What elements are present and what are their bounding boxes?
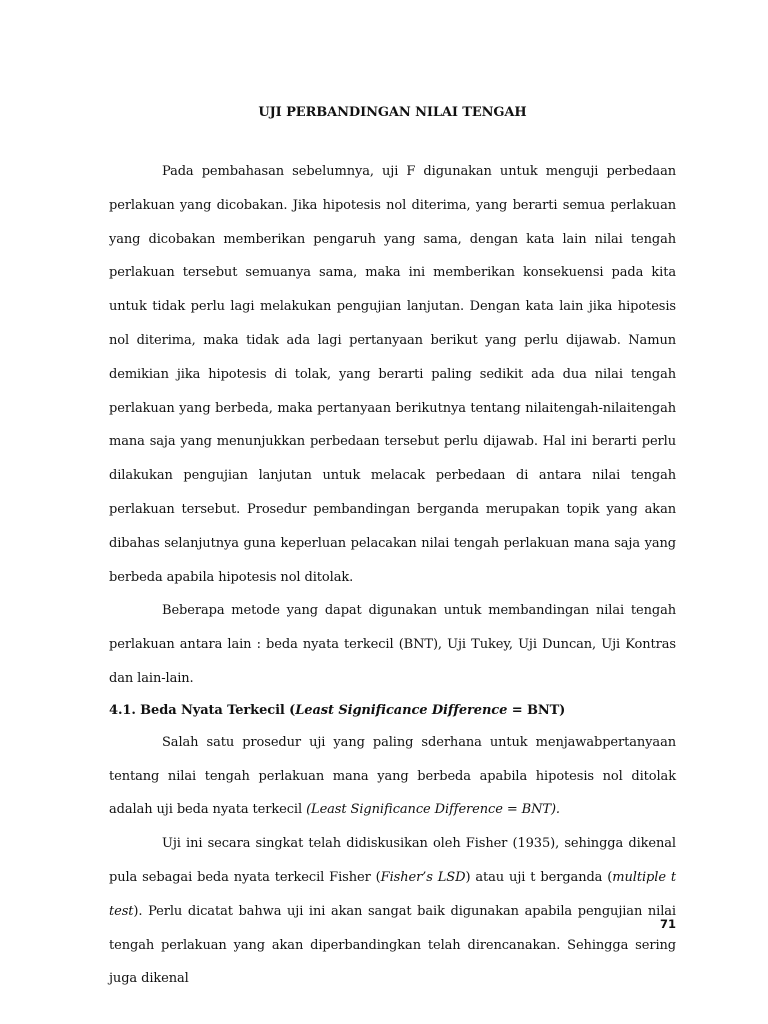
section-heading-suffix: = BNT) [507,702,566,718]
paragraph-fisher-italic2: multiple t test [109,869,677,919]
paragraph-bnt-text: Salah satu prosedur uji yang paling sderhana untuk menjawabpertanyaan tentang nilai tengah perlakuan mana yang berbeda apabila hipotesis nol ditolak adalah uji beda nyata terkecil [109,734,676,818]
paragraph-bnt-italic: (Least Significance Difference = BNT). [306,802,560,818]
paragraph-fisher-part1: Uji ini secara singkat telah didiskusikan oleh Fisher (1935), sehingga dikenal pula sebagai beda nyata terkecil Fisher ( [109,836,676,885]
paragraph-fisher-part2: ) atau uji t berganda ( [465,869,613,885]
paragraph-fisher-part3: ). Perlu dicatat bahwa uji ini akan sangat baik digunakan apabila pengujian nilai tengah perlakuan yang akan diperbandingkan telah direncanakan. Sehingga sering juga dikenal [109,903,676,987]
section-heading [109,696,676,726]
section-heading-italic: Least Significance Difference [295,702,508,718]
document-body [109,104,676,996]
paragraph-methods: Beberapa metode yang dapat digunakan untuk membandingan nilai tengah perlakuan antara lain : beda nyata terkecil (BNT), Uji Tukey, Uji Duncan, Uji Kontras dan lain-lain. [109,603,676,686]
paragraph-intro: Pada pembahasan sebelumnya, uji F digunakan untuk menguji perbedaan perlakuan yang dicobakan. Jika hipotesis nol diterima, yang berarti semua perlakuan yang dicobakan memberikan pengaruh yang sama, dengan kata lain nilai tengah perlakuan tersebut semuanya sama, maka ini memberikan konsekuensi pada kita untuk tidak perlu lagi melakukan pengujian lanjutan. Dengan kata lain jika hipotesis nol diterima, maka tidak ada lagi pertanyaan berikut yang perlu dijawab. Namun demikian jika hipotesis di tolak, yang berarti paling sedikit ada dua nilai tengah perlakuan yang berbeda, maka pertanyaan berikutnya tentang nilaitengah-nilaitengah mana saja yang menunjukkan perbedaan tersebut perlu dijawab. Hal ini berarti perlu dilakukan pengujian lanjutan untuk melacak perbedaan di antara nilai tengah perlakuan tersebut. Prosedur pembandingan berganda merupakan topik yang akan dibahas selanjutnya guna keperluan pelacakan nilai tengah perlakuan mana saja yang berbeda apabila hipotesis nol ditolak. [109,164,676,585]
section-heading-prefix: 4.1. Beda Nyata Terkecil ( [109,702,296,718]
paragraph-bnt-definition [109,726,676,827]
page-number: 71 [660,917,677,931]
paragraph-fisher [109,827,676,996]
paragraph-fisher-italic1: Fisher’s LSD [380,869,466,885]
document-title: UJI PERBANDINGAN NILAI TENGAH [258,105,527,120]
